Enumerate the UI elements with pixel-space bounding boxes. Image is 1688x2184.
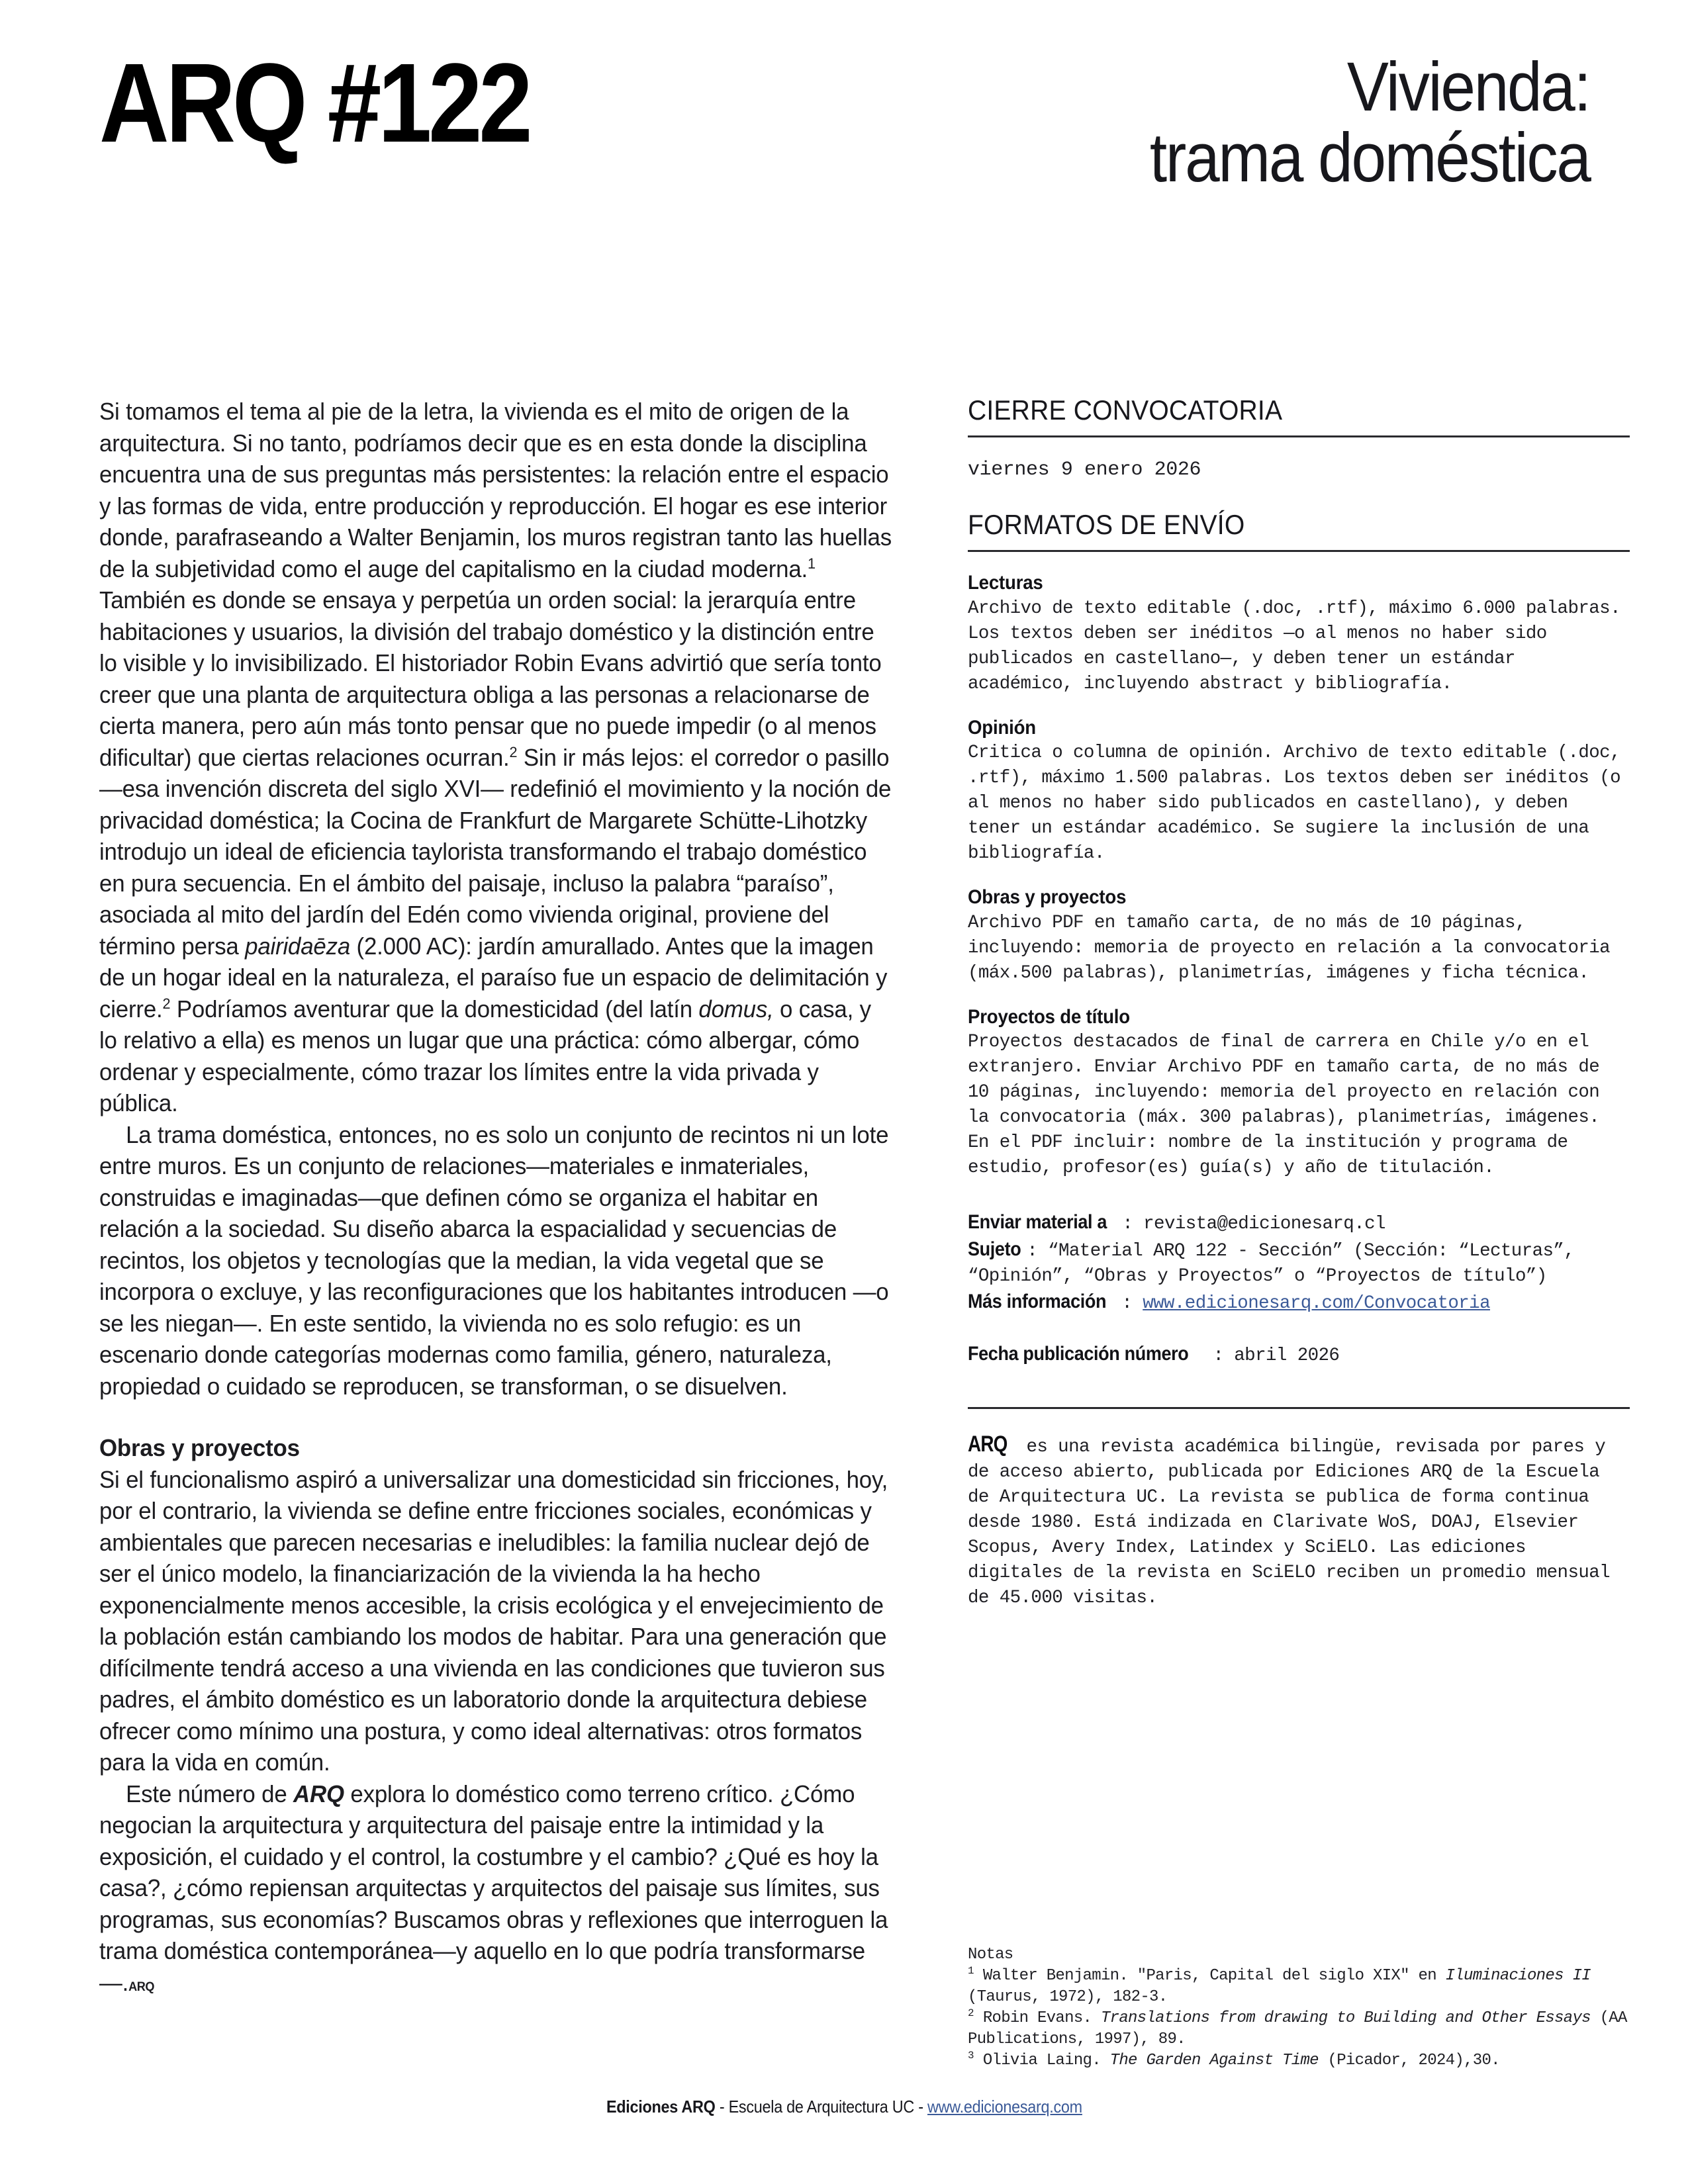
footnote-3-pre: Olivia Laing. <box>982 2052 1110 2070</box>
footnote-item-2 <box>968 2008 1638 2050</box>
format-block-obras-y-proyectos <box>968 886 1630 986</box>
format-body-proyectos-de-titulo: Proyectos destacados de final de carrera en Chile y/o en el extranjero. Enviar Archivo PDF en tamaño carta, de no más de 10 páginas, incluyendo: memoria del proyecto en relación con la convocatoria (máx. 300 palabras), planimetrías, imágenes. En el PDF incluir: nombre de la institución y programa de estudio, profesor(es) guía(s) y año de titulación. <box>968 1032 1600 1179</box>
footnote-ref-2[interactable]: 2 <box>509 743 518 760</box>
format-body-obras-y-proyectos: Archivo PDF en tamaño carta, de no más de 10 páginas, incluyendo: memoria de proyecto en relación a la convocatoria (máx.500 palabras), planimetrías, imágenes y ficha técnica. <box>968 912 1611 983</box>
contact-block <box>968 1210 1630 1369</box>
footnote-1-post: (Taurus, 1972), 182-3. <box>968 1988 1168 2006</box>
footer-publisher: Ediciones ARQ <box>606 2097 716 2116</box>
format-block-proyectos-de-titulo <box>968 1006 1630 1181</box>
article-body <box>99 396 892 2003</box>
footer-website-link[interactable]: www.edicionesarq.com <box>927 2097 1082 2116</box>
footnote-2-pre: Robin Evans. <box>982 2009 1101 2027</box>
masthead <box>99 40 1590 204</box>
p1-text-c: Sin ir más lejos: el corredor o pasillo —esa invención discreta del siglo XVI— redefinió el movimiento y la noción de privacidad doméstica; la Cocina de Frankfurt de Margarete Schütte-Lihotzky introdujo un ideal de eficiencia taylorista transformando el trabajo doméstico en pura secuencia. En el ámbito del paisaje, incluso la palabra “paraíso”, asociada al mito del jardín del Edén como vivienda original, proviene del término persa <box>99 743 892 960</box>
p1-text-d: (2.000 AC): jardín amurallado. Antes que la imagen de un hogar ideal en la naturaleza, el paraíso fue un espacio de delimitación y cierre. <box>99 932 888 1023</box>
contact-fecha-publicacion <box>968 1342 1630 1369</box>
sidebar-column <box>968 396 1630 1611</box>
format-label-obras-y-proyectos: Obras y proyectos <box>968 886 1127 909</box>
article-subheading-obras-y-proyectos: Obras y proyectos <box>99 1434 300 1461</box>
heading-formatos-de-envio: FORMATOS DE ENVÍO <box>968 509 1245 541</box>
cierre-date: viernes 9 enero 2026 <box>968 459 1201 482</box>
footer-inner <box>606 2097 1082 2117</box>
footnote-3-post: (Picador, 2024),30. <box>1318 2052 1500 2070</box>
format-label-lecturas: Lecturas <box>968 572 1043 594</box>
link-convocatoria[interactable]: www.edicionesarq.com/Convocatoria <box>1143 1293 1490 1314</box>
p1-italic-domus: domus, <box>698 995 774 1023</box>
footnote-ref-3[interactable]: 2 <box>162 995 171 1012</box>
issue-title <box>1150 48 1590 197</box>
footer-middle: - Escuela de Arquitectura UC - <box>715 2097 927 2116</box>
contact-enviar-label: Enviar material a <box>968 1211 1107 1234</box>
article-paragraph-2: La trama doméstica, entonces, no es solo un conjunto de recintos ni un lote entre muros. Es un conjunto de relaciones—materiales e inmateriales, construidas e imaginadas—que definen cómo se organiza el habitar en relación a la sociedad. Su diseño abarca la espacialidad y secuencias de recintos, los objetos y tecnologías que la median, la vida vegetal que se incorpora o excluye, y las reconfiguraciones que los habitantes introducen —o se les niegan—. En este sentido, la vivienda no es solo refugio: es un escenario donde categorías modernas como familia, género, naturaleza, propiedad o cuidado se reproducen, se transforman, o se disuelven. <box>99 1120 889 1400</box>
contact-mas-informacion <box>968 1289 1630 1316</box>
contact-sujeto-label: Sujeto <box>968 1238 1021 1261</box>
footnote-item-1 <box>968 1966 1638 2008</box>
p1-text-f: o casa, y lo relativo a ella) es menos un lugar que una práctica: cómo albergar, cómo ordenar y especialmente, cómo trazar los límites entre la vida privada y pública. <box>99 995 871 1116</box>
footnote-item-3 <box>968 2050 1638 2071</box>
contact-sujeto-value: : “Material ARQ 122 - Sección” (Sección: “Lecturas”, “Opinión”, “Obras y Proyectos” o “Proyectos de título”) <box>968 1241 1575 1287</box>
heading-cierre-convocatoria: CIERRE CONVOCATORIA <box>968 394 1283 426</box>
footnote-1-pre: Walter Benjamin. "Paris, Capital del siglo XIX" en <box>982 1967 1446 1985</box>
divider-above-about <box>968 1407 1630 1409</box>
contact-fecha-value: : abril 2026 <box>1213 1345 1340 1367</box>
brand-title: ARQ #122 <box>99 40 530 166</box>
issue-title-line-1: Vivienda: <box>1347 48 1590 126</box>
contact-mas-info-label: Más información <box>968 1291 1107 1313</box>
format-block-opinion <box>968 717 1630 867</box>
contact-sujeto <box>968 1237 1630 1289</box>
format-body-lecturas: Archivo de texto editable (.doc, .rtf), máximo 6.000 palabras. Los textos deben ser inéditos —o al menos no haber sido publicados en castellano—, y deben tener un estándar académico, incluyendo abstract y bibliografía. <box>968 598 1620 694</box>
p4-text-b: explora lo doméstico como terreno crítico. ¿Cómo negocian la arquitectura y arquitectura del paisaje entre la intimidad y la exposición, el cuidado y el control, la costumbre y el cambio? ¿Qué es hoy la casa?, ¿cómo repiensan arquitectas y arquitectos del paisaje sus límites, sus programas, sus economías? Buscamos obras y reflexiones que interroguen la trama doméstica contemporánea—y aquello en lo que podría transformarse—. <box>99 1780 888 1996</box>
footnote-number-2: 2 <box>968 2007 974 2019</box>
p1-text-a: Si tomamos el tema al pie de la letra, la vivienda es el mito de origen de la arquitectura. Si no tanto, podríamos decir que es en esta donde la disciplina encuentra una de sus preguntas más persistentes: la relación entre el espacio y las formas de vida, entre producción y reproducción. El hogar es ese interior donde, parafraseando a Walter Benjamin, los muros registran tanto las huellas de la subjetividad como el auge del capitalismo en la ciudad moderna. <box>99 398 892 582</box>
article-paragraph-4 <box>99 1778 892 2003</box>
contact-enviar-material <box>968 1210 1630 1237</box>
p1-italic-pairidaeza: pairidaēza <box>245 932 351 960</box>
article-paragraph-3: Si el funcionalismo aspiró a universalizar una domesticidad sin fricciones, hoy, por el contrario, la vivienda se define entre fricciones sociales, económicas y ambientales que parecen necesarias e ineludibles: la familia nuclear dejó de ser el único modelo, la financiarización de la vivienda la ha hecho exponencialmente menos accesible, la crisis ecológica y el envejecimiento de la población están cambiando los modos de habitar. Para una generación que difícilmente tendrá acceso a una vivienda en las condiciones que tuvieron sus padres, el ámbito doméstico es un laboratorio donde la arquitectura debiese ofrecer como mínimo una postura, y como ideal alternativas: otros formatos para la vida en común. <box>99 1465 888 1776</box>
footnote-2-post: (AA Publications, 1997), 89. <box>968 2009 1627 2048</box>
divider-under-formatos <box>968 550 1630 552</box>
contact-enviar-value[interactable]: : revista@edicionesarq.cl <box>1122 1214 1385 1235</box>
issue-title-line-2: trama doméstica <box>1150 119 1590 197</box>
footnote-number-1: 1 <box>968 1965 974 1977</box>
footnotes-block <box>968 1944 1638 2071</box>
format-body-opinion: Critica o columna de opinión. Archivo de texto editable (.doc, .rtf), máximo 1.500 palabras. Los textos deben ser inéditos (o al menos no haber sido publicados en castellano), y deben tener un estándar académico. Se sugiere la inclusión de una bibliografía. <box>968 743 1620 864</box>
footnote-3-italic: The Garden Against Time <box>1109 2052 1319 2070</box>
about-arq-mark: ARQ <box>968 1432 1008 1457</box>
about-arq-text: es una revista académica bilingüe, revisada por pares y de acceso abierto, publicada por Ediciones ARQ de la Escuela de Arquitectura UC. La revista se publica de forma continua desde 1980. Está indizada en Clarivate WoS, DOAJ, Elsevier Scopus, Avery Index, Latindex y SciELO. Las ediciones digitales de la revista en SciELO reciben un promedio mensual de 45.000 visitas. <box>968 1437 1611 1609</box>
contact-fecha-label: Fecha publicación número <box>968 1343 1189 1365</box>
format-label-opinion: Opinión <box>968 716 1036 739</box>
footnote-1-italic: Iluminaciones II <box>1445 1967 1591 1985</box>
divider-under-cierre <box>968 435 1630 437</box>
article-column <box>99 396 892 2003</box>
about-arq-block <box>968 1432 1630 1611</box>
contact-mas-info-sep: : <box>1121 1293 1143 1314</box>
footnote-number-3: 3 <box>968 2050 974 2062</box>
p1-text-b: También es donde se ensaya y perpetúa un orden social: la jerarquía entre habitaciones y usuarios, la división del trabajo doméstico y la distinción entre lo visible y lo invisibilizado. El historiador Robin Evans advirtió que sería tonto creer que una planta de arquitectura obliga a las personas a relacionarse de cierta manera, pero aún más tonto pensar que no puede impedir (o al menos dificultar) que ciertas relaciones ocurran. <box>99 586 882 771</box>
p1-text-e: Podríamos aventurar que la domesticidad (del latín <box>170 995 699 1023</box>
page-footer <box>0 2097 1688 2117</box>
article-paragraph-1 <box>99 396 892 1119</box>
p4-text-a: Este número de <box>126 1780 294 1807</box>
footnote-2-italic: Translations from drawing to Building and Other Essays <box>1100 2009 1591 2027</box>
format-block-lecturas <box>968 572 1630 697</box>
article-end-mark: ARQ <box>128 1979 154 1994</box>
footnote-ref-1[interactable]: 1 <box>808 555 816 572</box>
footnotes-title: Notas <box>968 1946 1013 1964</box>
format-label-proyectos-de-titulo: Proyectos de título <box>968 1005 1130 1028</box>
p4-arq-mark: ARQ <box>293 1780 344 1807</box>
